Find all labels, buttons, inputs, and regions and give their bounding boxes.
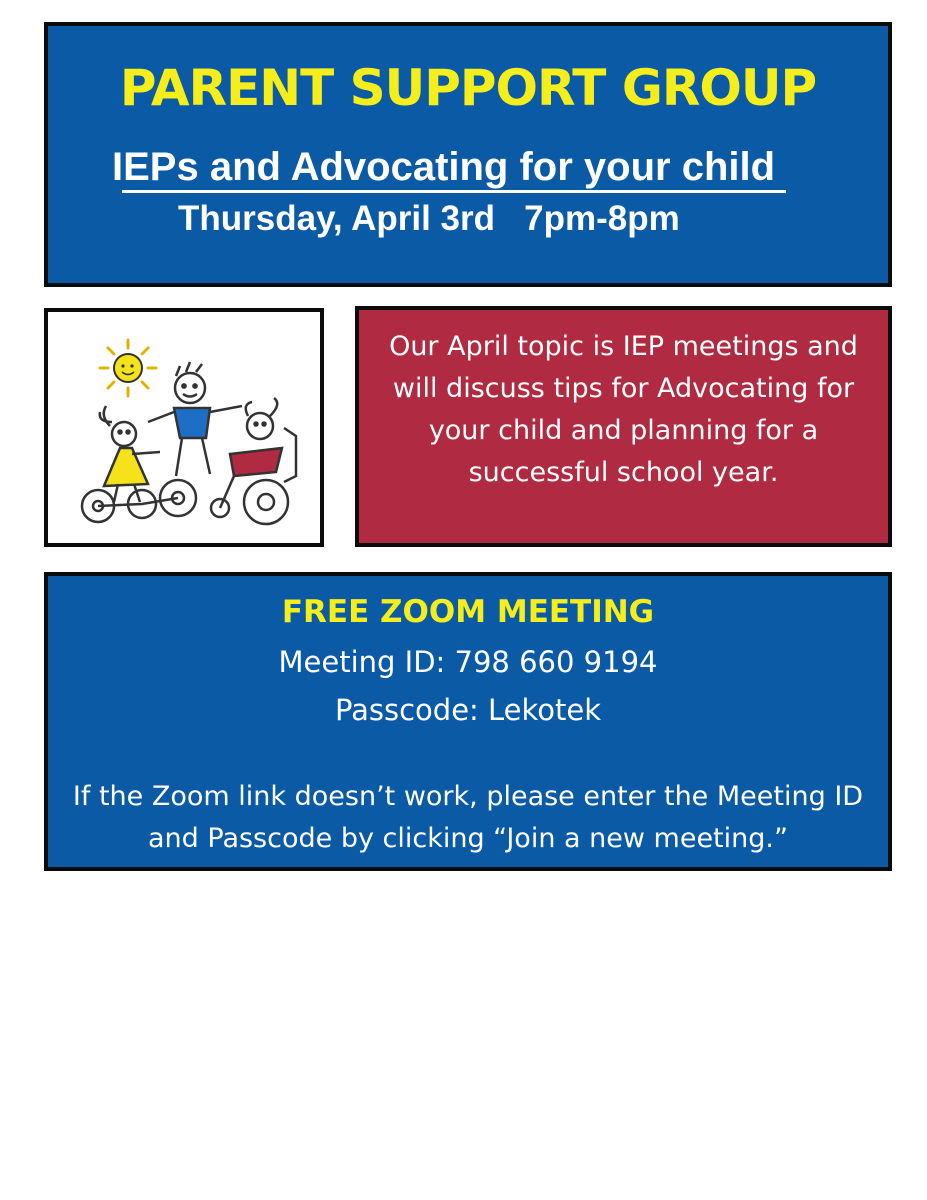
event-date-time: Thursday, April 3rd 7pm-8pm [178, 199, 680, 238]
boy-blue-shirt [148, 362, 242, 476]
subtitle-underline [122, 190, 786, 193]
topic-description: Our April topic is IEP meetings and will discuss tips for Advocating for your child and planning for a successful school year. [389, 331, 858, 488]
zoom-meeting-panel [44, 572, 892, 871]
subtitle: IEPs and Advocating for your child [112, 145, 776, 189]
topic-panel [355, 306, 892, 547]
passcode: Passcode: Lekotek [334, 693, 602, 727]
page-title: PARENT SUPPORT GROUP [119, 59, 817, 117]
meeting-id: Meeting ID: 798 660 9194 [278, 645, 658, 679]
zoom-heading: FREE ZOOM MEETING [281, 594, 655, 630]
wheelchair-girl [211, 398, 296, 524]
zoom-instructions: If the Zoom link doesn’t work, please enter the Meeting ID and Passcode by clicking “Join a new meeting.” [72, 781, 864, 854]
sun-icon [100, 340, 156, 396]
header-banner [44, 22, 892, 287]
children-playing-clipart [70, 326, 300, 534]
clipart-frame [44, 308, 324, 547]
